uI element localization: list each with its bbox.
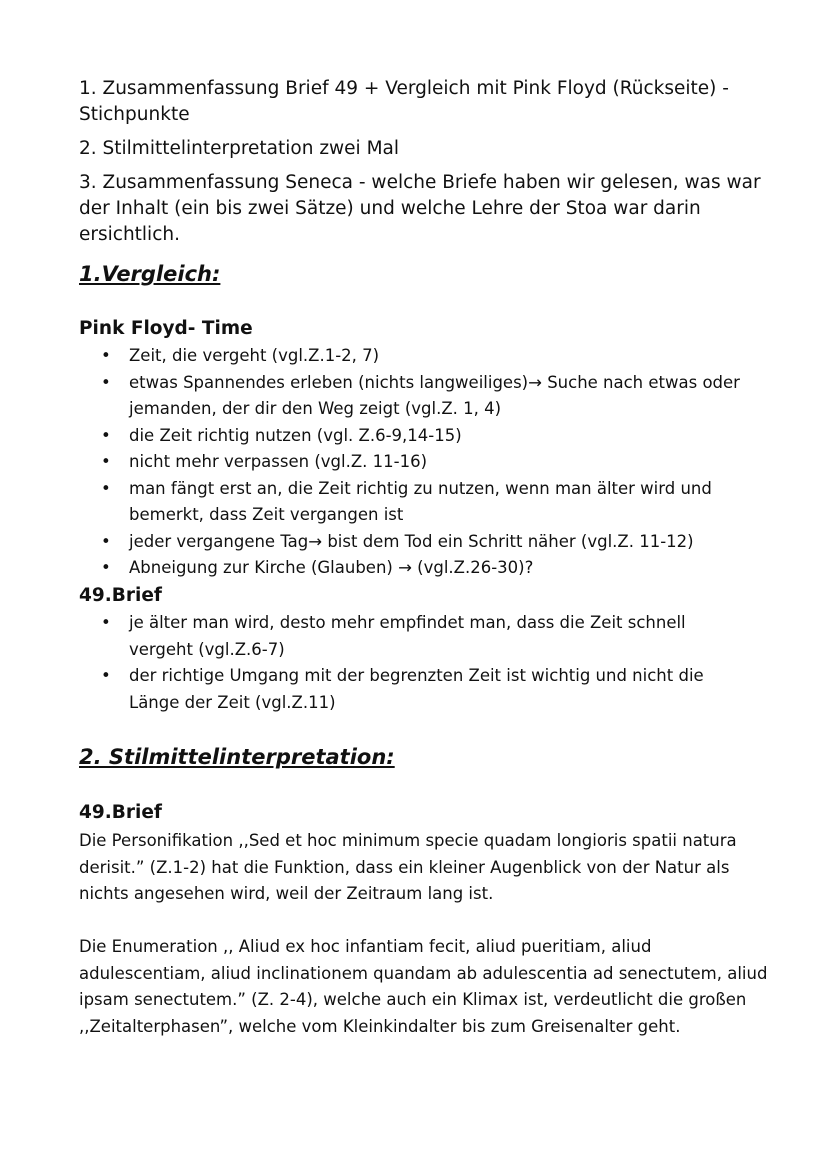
list-item-text: etwas Spannendes erleben (nichts langweiliges)→ Suche nach etwas oder jemanden, der dir den Weg zeigt (vgl.Z. 1, 4) — [129, 372, 740, 418]
list-item-text: der richtige Umgang mit der begrenzten Zeit ist wichtig und nicht die Länge der Zeit (vgl.Z.11) — [129, 666, 704, 712]
bullet-icon: • — [101, 425, 111, 445]
list-item — [79, 663, 749, 716]
list-item — [79, 529, 749, 556]
list-item-text: jeder vergangene Tag→ bist dem Tod ein Schritt näher (vgl.Z. 11-12) — [129, 531, 694, 551]
brief-49-title: 49.Brief — [79, 585, 162, 606]
list-item-text: Zeit, die vergeht (vgl.Z.1-2, 7) — [129, 346, 380, 365]
list-item — [79, 370, 749, 423]
bullet-icon: • — [101, 666, 111, 685]
list-item-text: die Zeit richtig nutzen (vgl. Z.6-9,14-15) — [129, 425, 462, 445]
list-item-text: Abneigung zur Kirche (Glauben) → (vgl.Z.26-30)? — [129, 558, 534, 577]
section-heading-stilmittel: 2. Stilmittelinterpretation: — [79, 745, 395, 769]
brief-49-bullet-list — [79, 610, 769, 716]
task-list — [79, 76, 769, 256]
list-item-text: nicht mehr verpassen (vgl.Z. 11-16) — [129, 452, 428, 471]
list-item — [79, 423, 749, 450]
list-item — [79, 555, 749, 582]
task-item: 2. Stilmittelinterpretation zwei Mal — [79, 138, 400, 159]
list-item — [79, 343, 749, 370]
list-item — [79, 449, 749, 476]
section-heading-vergleich: 1.Vergleich: — [79, 262, 221, 286]
task-item: 3. Zusammenfassung Seneca - welche Briefe haben wir gelesen, was war der Inhalt (ein bis zwei Sätze) und welche Lehre der Stoa war darin ersichtlich. — [79, 172, 761, 245]
list-item-text: je älter man wird, desto mehr empfindet man, dass die Zeit schnell vergeht (vgl.Z.6-7) — [129, 613, 686, 659]
bullet-icon: • — [101, 346, 111, 365]
list-item — [79, 476, 749, 529]
pink-floyd-bullet-list — [79, 343, 769, 582]
paragraph-enumeration: Die Enumeration ,, Aliud ex hoc infantiam fecit, aliud pueritiam, aliud adulescentiam, aliud inclinationem quandam ab adulescentia ad senectutem, aliud ipsam senectutem.” (Z. 2-4), welche auch ein Klimax ist, verdeutlicht die großen ,,Zeitalterphasen”, welche vom Kleinkindalter bis zum Greisenalter geht. — [79, 937, 768, 1036]
brief-49-title-2: 49.Brief — [79, 802, 162, 823]
list-item-text: man fängt erst an, die Zeit richtig zu nutzen, wenn man älter wird und bemerkt, dass Zeit vergangen ist — [129, 478, 712, 524]
bullet-icon: • — [101, 531, 111, 551]
paragraph-personifikation: Die Personifikation ,,Sed et hoc minimum specie quadam longioris spatii natura derisit.” (Z.1-2) hat die Funktion, dass ein kleiner Augenblick von der Natur als nichts angesehen wird, weil der Zeitraum lang ist. — [79, 831, 737, 903]
pink-floyd-title: Pink Floyd- Time — [79, 318, 253, 339]
bullet-icon: • — [101, 372, 111, 392]
bullet-icon: • — [101, 613, 111, 632]
bullet-icon: • — [101, 478, 111, 498]
bullet-icon: • — [101, 452, 111, 471]
bullet-icon: • — [101, 558, 111, 577]
task-item: 1. Zusammenfassung Brief 49 + Vergleich mit Pink Floyd (Rückseite) - Stichpunkte — [79, 78, 729, 125]
list-item — [79, 610, 749, 663]
